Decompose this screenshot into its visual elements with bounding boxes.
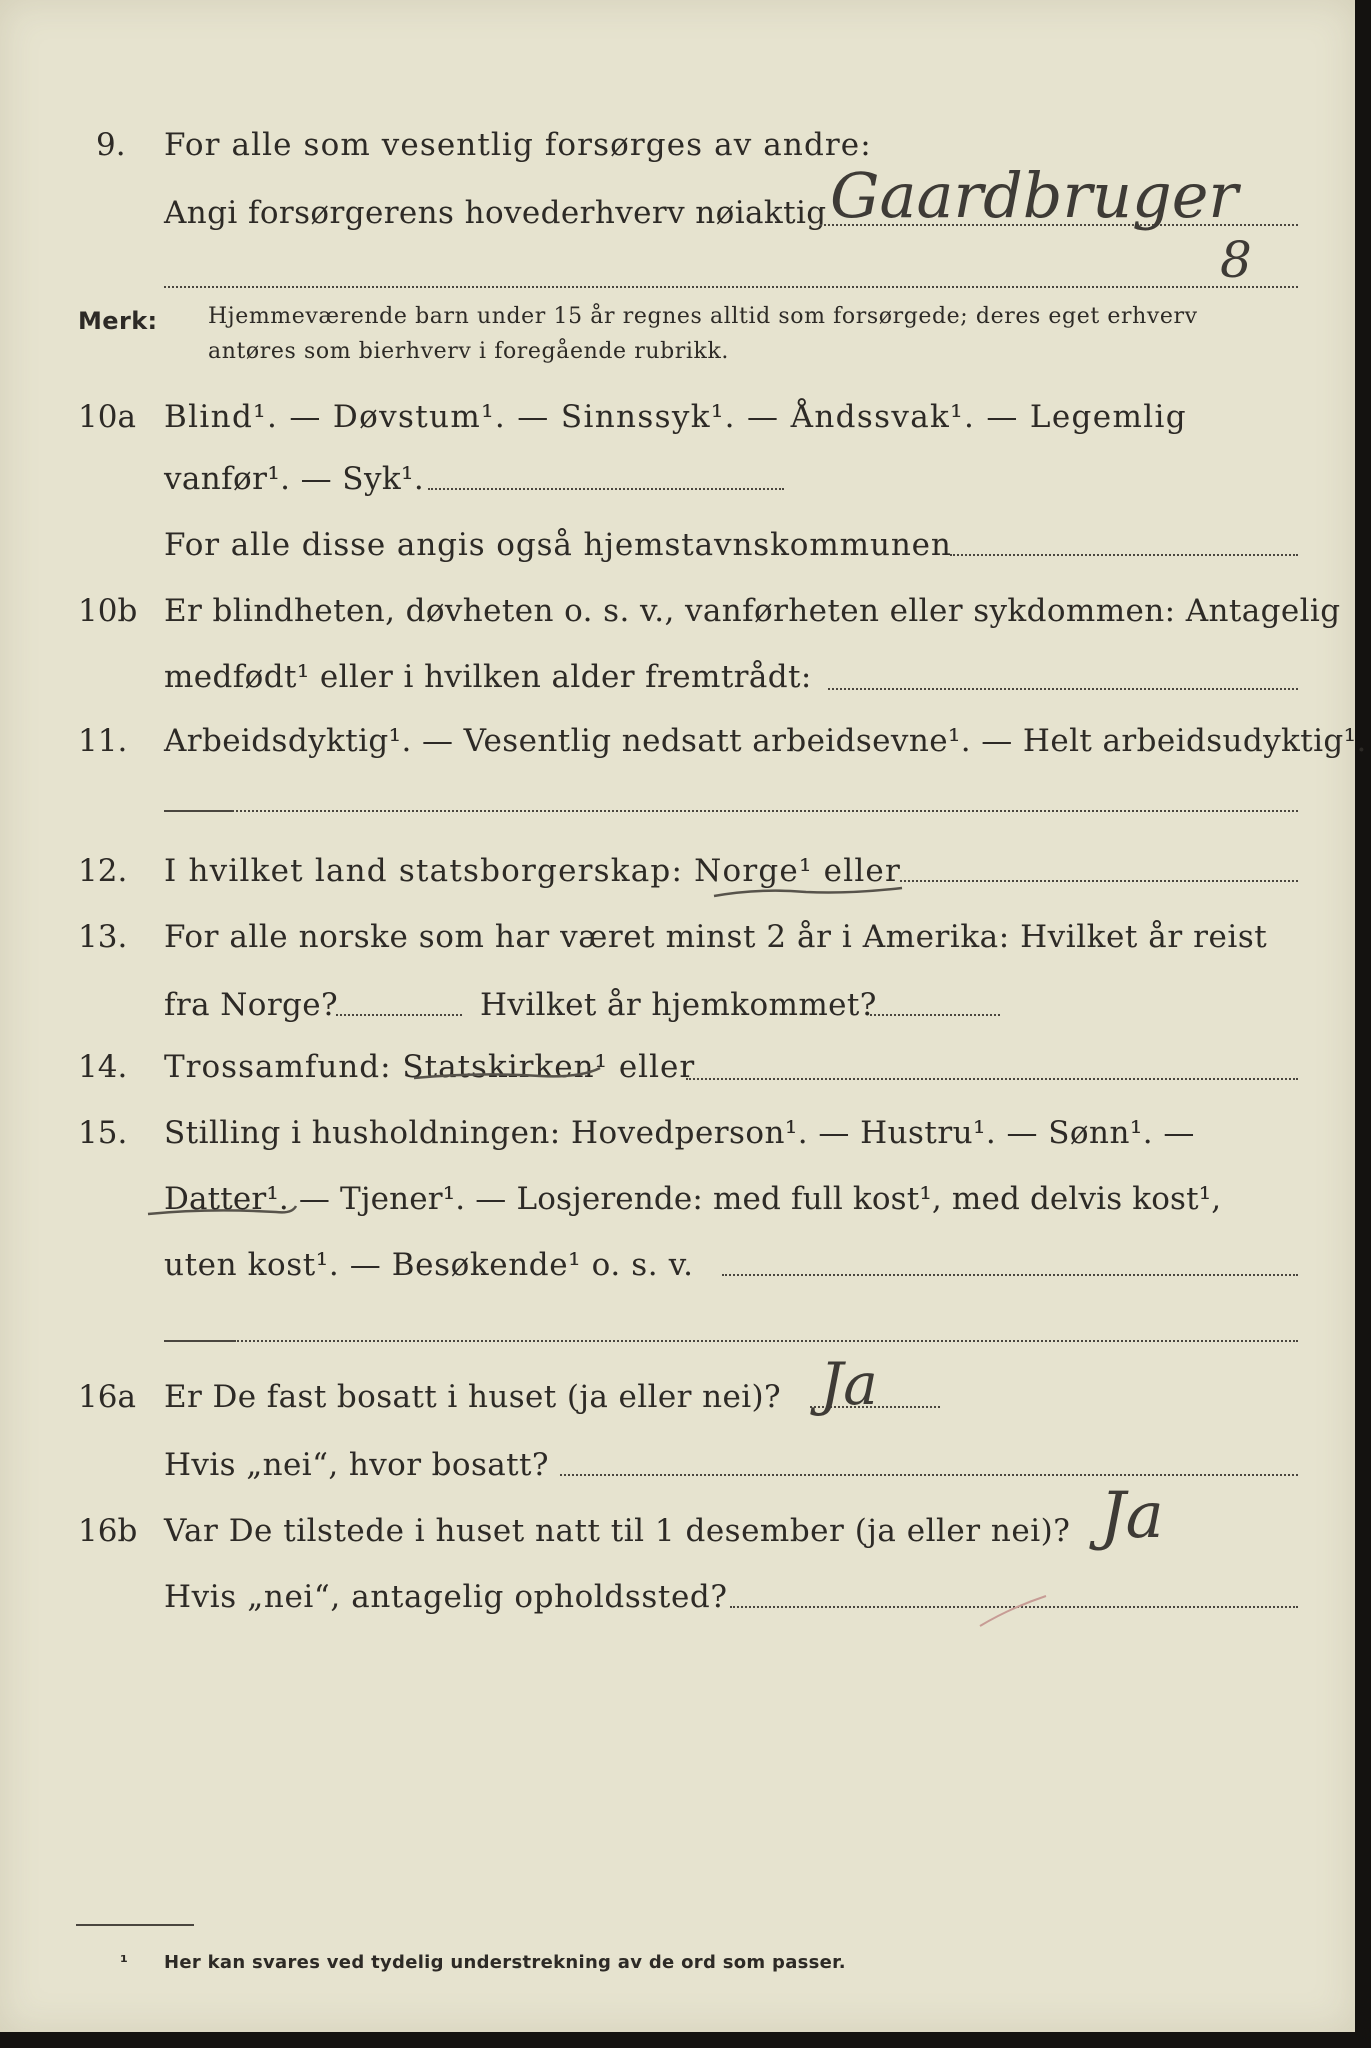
q15-line1: Stilling i husholdningen: Hovedperson¹. — Hustru¹. — Sønn¹. — [164, 1115, 1195, 1151]
q16a-handwritten-answer: Ja [820, 1350, 878, 1418]
q13-hjemkommet-dotline [870, 1014, 1000, 1016]
q10b-line2: medfødt¹ eller i hvilken alder fremtrådt: [164, 659, 812, 695]
q16b-line2: Hvis „nei“, antagelig opholdssted? [164, 1579, 728, 1615]
q13-line2b: Hvilket år hjemkommet? [480, 987, 877, 1023]
footnote-mark: ¹ [120, 1952, 129, 1973]
q11-underline-start [164, 810, 232, 812]
q10b-dotline [828, 688, 1298, 690]
q10a-line1: Blind¹. — Døvstum¹. — Sinnssyk¹. — Åndssvak¹. — Legemlig [164, 399, 1187, 435]
q16b-number: 16b [78, 1513, 138, 1549]
q16a-bosatt-dotline [560, 1474, 1298, 1476]
merk-line1: Hjemmeværende barn under 15 år regnes alltid som forsørgede; deres eget erhverv [208, 304, 1198, 329]
q13-line2a: fra Norge? [164, 987, 339, 1023]
footnote-rule [76, 1924, 194, 1926]
q15-line2: Datter¹. — Tjener¹. — Losjerende: med full kost¹, med delvis kost¹, [164, 1181, 1222, 1217]
q9-line1: For alle som vesentlig forsørges av andre: [164, 127, 872, 163]
q11-line1: Arbeidsdyktig¹. — Vesentlig nedsatt arbeidsevne¹. — Helt arbeidsudyktig¹. [164, 723, 1367, 759]
q14-dotline [686, 1078, 1298, 1080]
q15-second-dotline [234, 1340, 1298, 1342]
q16b-line1: Var De tilstede i huset natt til 1 desember (ja eller nei)? [164, 1513, 1071, 1549]
q15-line3: uten kost¹. — Besøkende¹ o. s. v. [164, 1247, 694, 1283]
q10a-number: 10a [78, 399, 136, 435]
footnote-text: Her kan svares ved tydelig understrekning av de ord som passer. [164, 1952, 846, 1973]
q10a-syk-dotline [428, 488, 784, 490]
q15-dotline [722, 1274, 1298, 1276]
q12-number: 12. [78, 853, 128, 889]
q11-dotline [232, 810, 1298, 812]
q13-line1: For alle norske som har været minst 2 år i Amerika: Hvilket år reist [164, 919, 1268, 955]
q10a-line3: For alle disse angis også hjemstavnskommunen [164, 527, 952, 563]
q9-second-dotline [164, 286, 1298, 288]
q16a-line1: Er De fast bosatt i huset (ja eller nei)? [164, 1379, 782, 1415]
q14-line1: Trossamfund: Statskirken¹ eller [164, 1049, 696, 1085]
q16b-dotline [730, 1606, 1298, 1608]
red-pencil-mark [980, 1596, 1046, 1626]
q16a-number: 16a [78, 1379, 136, 1415]
q16b-handwritten-answer: Ja [1100, 1479, 1164, 1553]
q9-number: 9. [96, 127, 126, 163]
q10b-number: 10b [78, 593, 138, 629]
q12-dotline [900, 880, 1298, 882]
q15-number: 15. [78, 1115, 128, 1151]
q14-number: 14. [78, 1049, 128, 1085]
q13-reist-dotline [336, 1014, 462, 1016]
q10a-line2: vanfør¹. — Syk¹. [164, 461, 425, 497]
q9-line2: Angi forsørgerens hovederhverv nøiaktig [164, 195, 827, 231]
q9-handwritten-answer: Gaardbruger [830, 159, 1239, 232]
q12-line1: I hvilket land statsborgerskap: Norge¹ eller [164, 853, 901, 889]
q10a-hjemstavn-dotline [950, 554, 1298, 556]
q16a-line2: Hvis „nei“, hvor bosatt? [164, 1447, 549, 1483]
q11-number: 11. [78, 723, 128, 759]
merk-line2: antøres som bierhverv i foregående rubrikk. [208, 339, 730, 364]
merk-label: Merk: [78, 307, 158, 335]
q10b-line1: Er blindheten, døvheten o. s. v., vanførheten eller sykdommen: Antagelig [164, 593, 1341, 629]
q13-number: 13. [78, 919, 128, 955]
q15-underline-start [164, 1340, 234, 1342]
q9-handwritten-mark: 8 [1220, 231, 1252, 289]
